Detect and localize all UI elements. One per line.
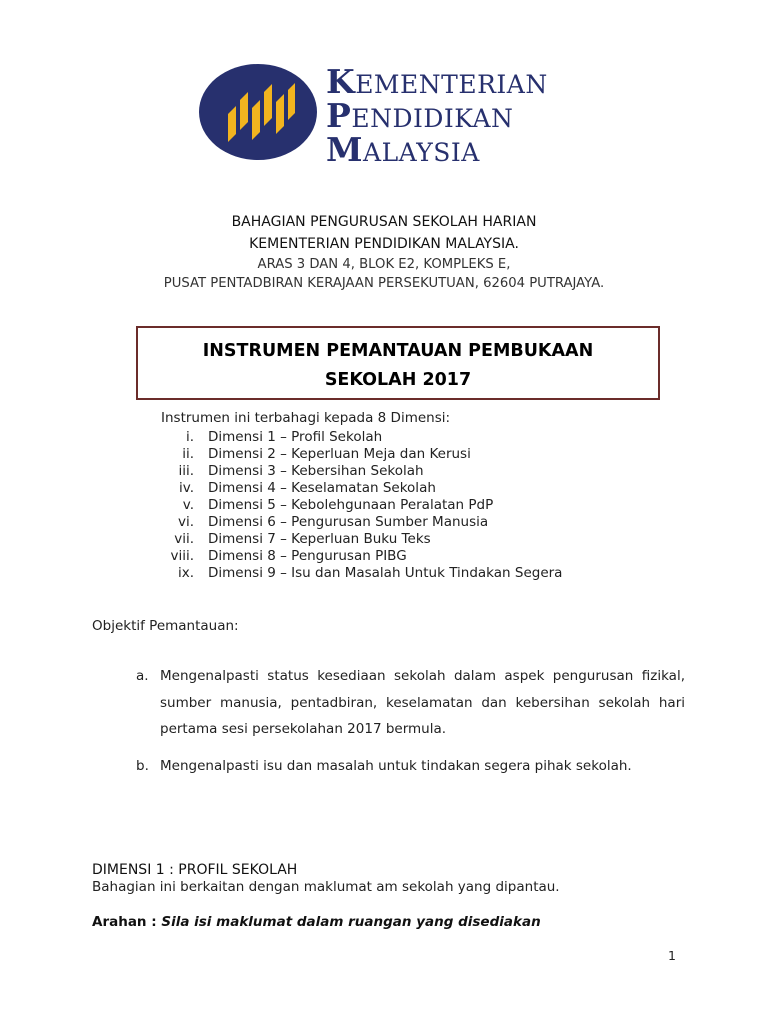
- dimension-item: [150, 429, 562, 446]
- dimension-item: [150, 531, 562, 548]
- dimension-item: [150, 463, 562, 480]
- objective-letter: b.: [136, 757, 149, 774]
- dimension-label: Dimensi 4 – Keselamatan Sekolah: [208, 480, 436, 496]
- dimension-item: [150, 497, 562, 514]
- dimension-label: Dimensi 9 – Isu dan Masalah Untuk Tindakan Segera: [208, 565, 563, 581]
- title-line-2: SEKOLAH 2017: [324, 370, 472, 390]
- dimension-number: vi.: [177, 514, 194, 530]
- kpm-emblem-icon: [198, 62, 318, 162]
- intro-text: Instrumen ini terbahagi kepada 8 Dimensi:: [161, 410, 451, 426]
- objective-letter: a.: [136, 668, 149, 684]
- address-line-2: PUSAT PENTADBIRAN KERAJAAN PERSEKUTUAN, 62604 PUTRAJAYA.: [163, 276, 605, 291]
- dimension-number: i.: [185, 429, 194, 445]
- title-line-1: INSTRUMEN PEMANTAUAN PEMBUKAAN: [202, 341, 594, 361]
- address-line-1: ARAS 3 DAN 4, BLOK E2, KOMPLEKS E,: [257, 257, 511, 272]
- dimension-item: [150, 446, 562, 463]
- dimension-number: vii.: [174, 531, 194, 547]
- dimension-number: iii.: [178, 463, 194, 479]
- dimension-item: [150, 514, 562, 531]
- dimension-label: Dimensi 6 – Pengurusan Sumber Manusia: [208, 514, 489, 530]
- instruction-label: Arahan :: [92, 914, 157, 930]
- dimension-1-description: Bahagian ini berkaitan dengan maklumat am sekolah yang dipantau.: [92, 879, 560, 895]
- division-name: BAHAGIAN PENGURUSAN SEKOLAH HARIAN: [231, 214, 537, 230]
- kpm-logo: [198, 62, 578, 169]
- page-number: 1: [668, 948, 676, 963]
- dimension-1-heading: DIMENSI 1 : PROFIL SEKOLAH: [92, 862, 298, 878]
- dimension-item: [150, 480, 562, 497]
- document-title: [136, 326, 660, 400]
- dimension-number: v.: [182, 497, 194, 513]
- objective-item: [136, 663, 685, 743]
- objective-text: Mengenalpasti status kesediaan sekolah dalam aspek pengurusan fizikal, sumber manusia, pentadbiran, keselamatan dan kebersihan sekolah hari pertama sesi persekolahan 2017 bermula.: [160, 668, 685, 737]
- ministry-name: KEMENTERIAN PENDIDIKAN MALAYSIA.: [249, 236, 519, 252]
- objective-text: Mengenalpasti isu dan masalah untuk tindakan segera pihak sekolah.: [160, 757, 632, 774]
- objective-title: Objektif Pemantauan:: [92, 618, 239, 634]
- dimension-list: [150, 429, 562, 582]
- dimension-number: viii.: [170, 548, 194, 564]
- instruction-line: [92, 914, 541, 930]
- dimension-label: Dimensi 1 – Profil Sekolah: [208, 429, 383, 445]
- dimension-label: Dimensi 2 – Keperluan Meja dan Kerusi: [208, 446, 471, 462]
- dimension-label: Dimensi 8 – Pengurusan PIBG: [208, 548, 407, 564]
- instruction-text: Sila isi maklumat dalam ruangan yang disediakan: [161, 914, 541, 930]
- dimension-number: ix.: [177, 565, 194, 581]
- objective-item: [136, 757, 685, 775]
- kpm-wordmark: KEMENTERIAN PENDIDIKAN MALAYSIA: [326, 62, 548, 169]
- dimension-label: Dimensi 7 – Keperluan Buku Teks: [208, 531, 431, 547]
- dimension-number: iv.: [179, 480, 194, 496]
- objective-list: [136, 663, 685, 775]
- dimension-item: [150, 565, 562, 582]
- dimension-number: ii.: [182, 446, 194, 462]
- dimension-item: [150, 548, 562, 565]
- organisation-header: [0, 211, 768, 293]
- dimension-label: Dimensi 5 – Kebolehgunaan Peralatan PdP: [208, 497, 494, 513]
- dimension-label: Dimensi 3 – Kebersihan Sekolah: [208, 463, 424, 479]
